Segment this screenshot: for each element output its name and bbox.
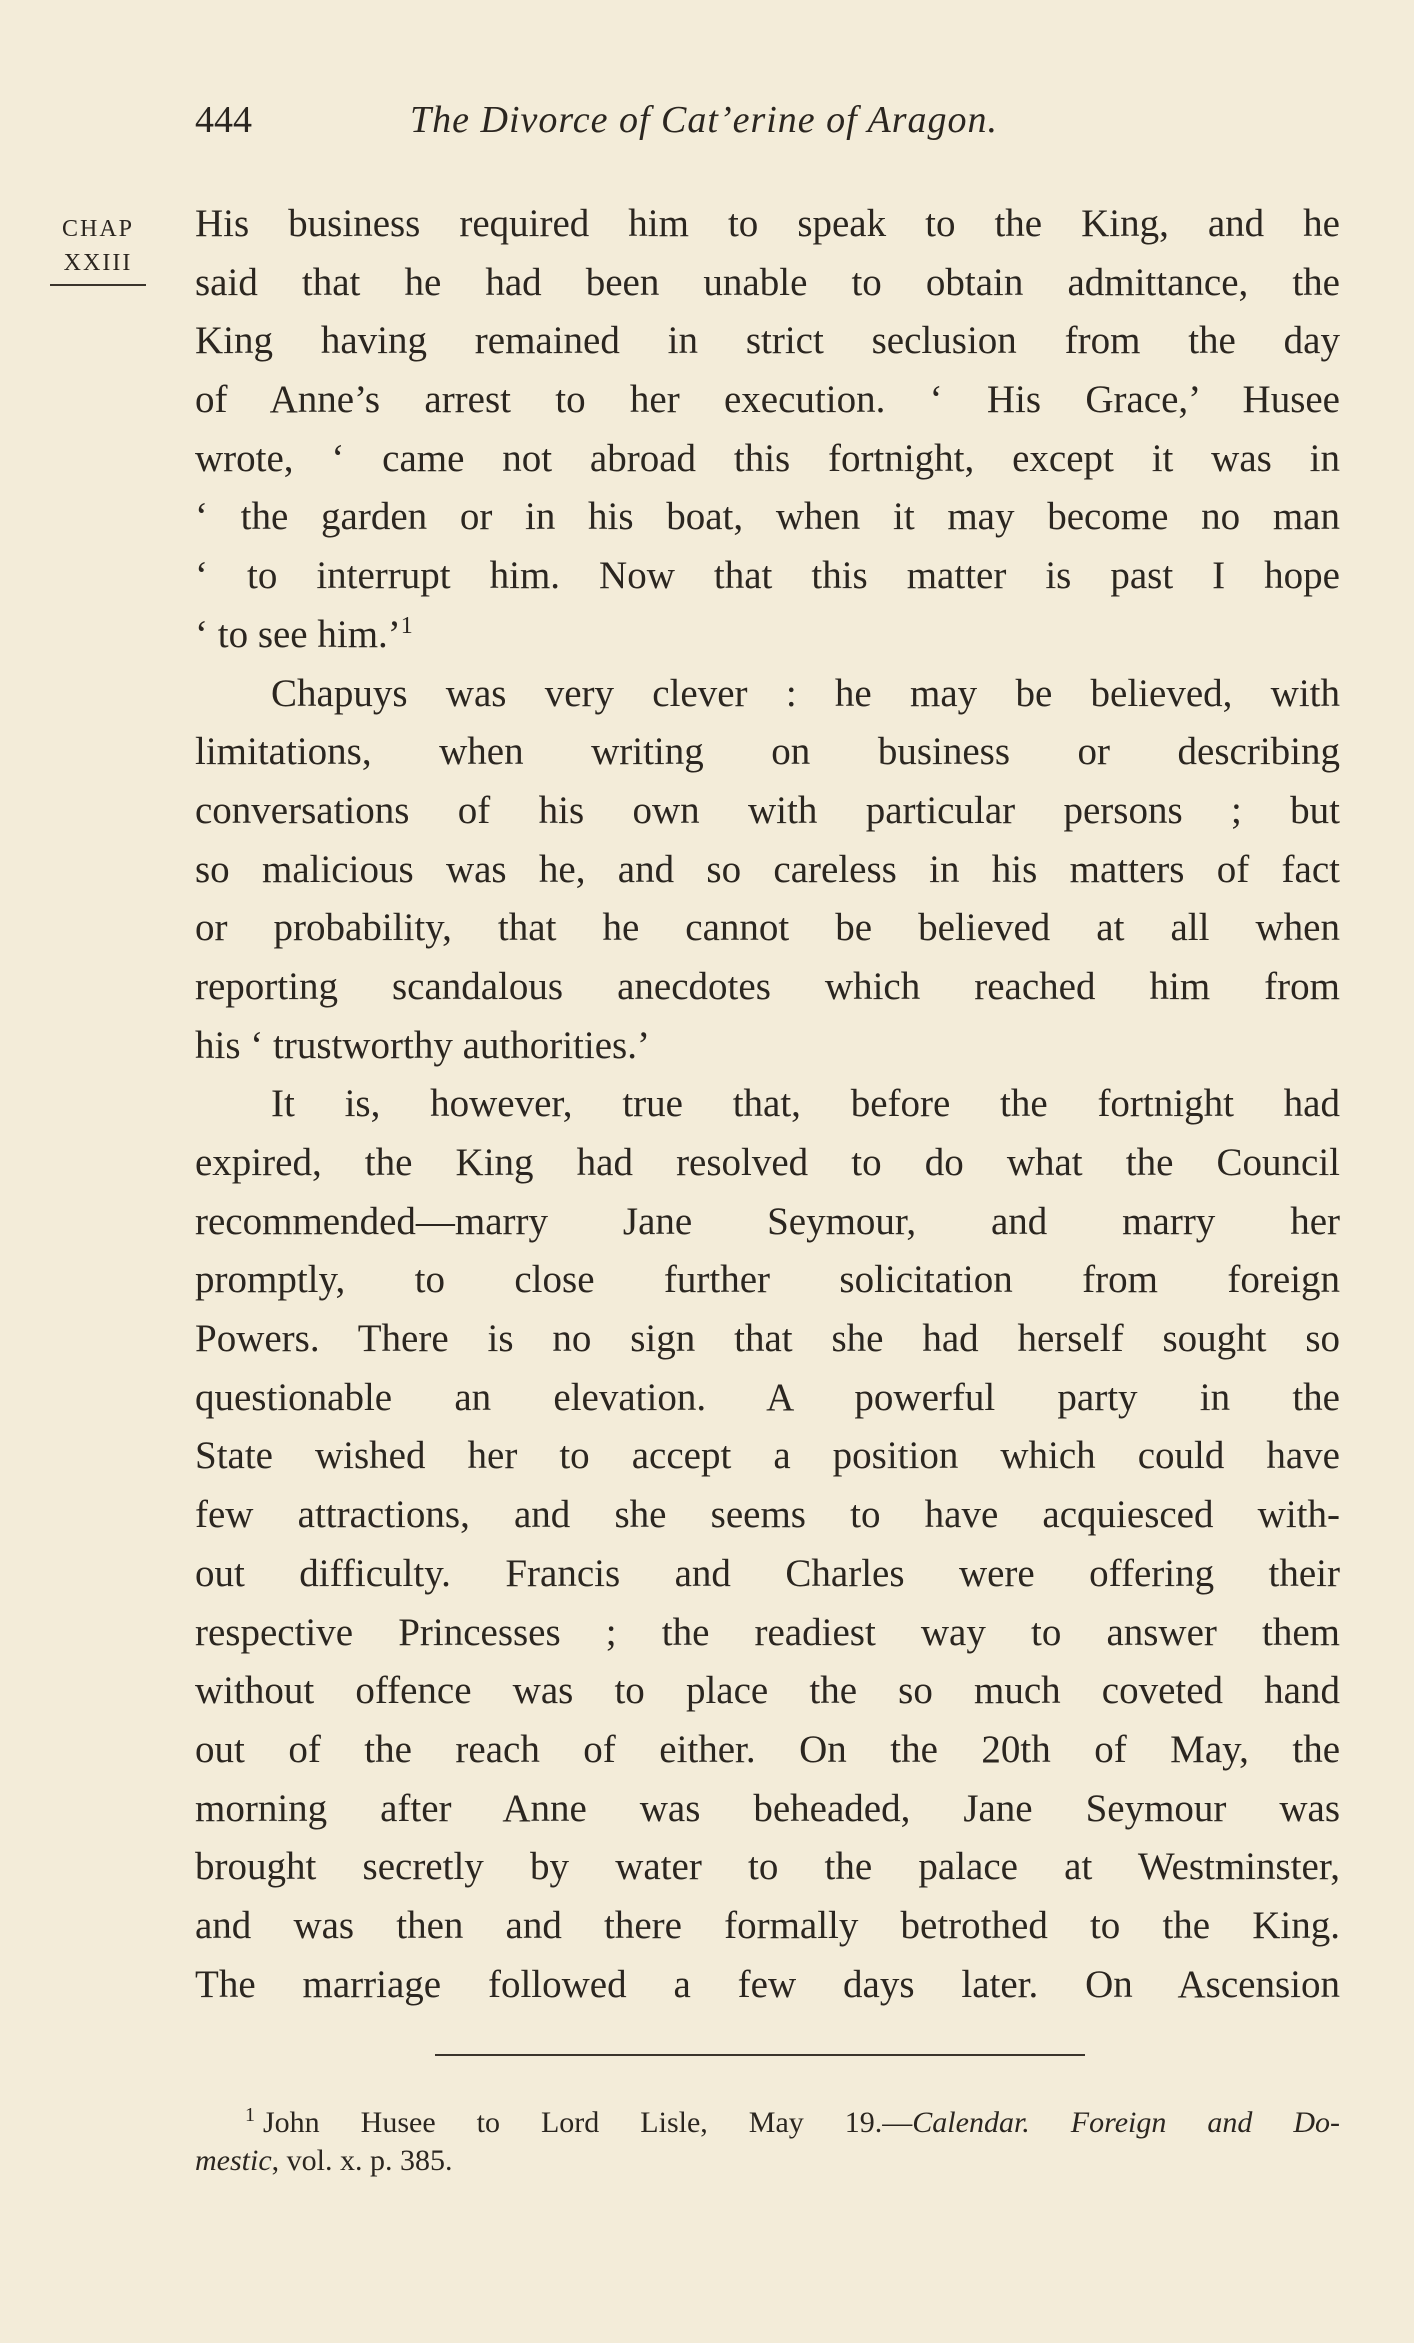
text-line: King having remained in strict seclusion from the day [195,319,1340,363]
text-line: so malicious was he, and so careless in his matters of fact [195,847,1340,891]
text-line: wrote, ‘ came not abroad this fortnight, except it was in [195,436,1340,480]
text-line: said that he had been unable to obtain admittance, the [195,260,1340,304]
footnote-divider [435,2054,1085,2056]
sidenote-chap: CHAP [61,216,135,242]
text-line: ‘ the garden or in his boat, when it may become no man [195,495,1340,539]
running-title: The Divorce of Cat’erine of Aragon. [410,99,999,141]
text-line: The marriage followed a few days later. On Ascension [195,1962,1340,2006]
footnote-citation: , vol. x. p. 385. [271,2144,453,2177]
sidenote-rule [50,284,146,286]
text-line: or probability, that he cannot be believed at all when [195,906,1340,950]
page-header [195,98,1340,158]
text-line: and was then and there formally betrothed to the King. [195,1903,1340,1947]
text-line: His business required him to speak to the King, and he [195,202,1340,245]
text-line: morning after Anne was beheaded, Jane Seymour was [195,1786,1340,1830]
text-line: without offence was to place the so much coveted hand [195,1669,1340,1713]
text-line: his ‘ trustworthy authorities.’ [195,1023,650,1067]
footnote-source-title-cont: mestic [195,2144,272,2177]
text-line: brought secretly by water to the palace at Westminster, [195,1845,1340,1889]
text-line: promptly, to close further solicitation from foreign [195,1258,1340,1302]
sidenote-number: XXIII [63,250,133,276]
page-number: 444 [195,99,252,141]
text-line: ‘ to interrupt him. Now that this matter is past I hope [195,554,1340,598]
chapter-sidenote [48,212,148,286]
text-line: Chapuys was very clever : he may be believed, with [271,671,1340,715]
footnote-line [195,2138,1340,2184]
body-text [195,195,1340,2014]
text-line: recommended—marry Jane Seymour, and marry her [195,1199,1340,1243]
text-line: conversations of his own with particular persons ; but [195,788,1340,832]
footnote-text: John Husee to Lord Lisle, May 19.— [263,2106,913,2139]
text-line: State wished her to accept a position which could have [195,1434,1340,1478]
footnote-source-title: Calendar. Foreign and Do- [912,2106,1341,2139]
text-line: questionable an elevation. A powerful party in the [195,1375,1340,1419]
footnote-line [195,2092,1340,2138]
footnote-marker: 1 [245,2104,255,2126]
text-line: expired, the King had resolved to do what the Council [195,1141,1340,1184]
text-line: out difficulty. Francis and Charles were offering their [195,1551,1340,1595]
footnote-reference: 1 [400,612,413,639]
text-line: of Anne’s arrest to her execution. ‘ His Grace,’ Husee [195,378,1340,422]
text-line: few attractions, and she seems to have acquiesced with- [195,1493,1340,1537]
text-line: ‘ to see him.’ [195,612,401,656]
text-line: Powers. There is no sign that she had herself sought so [195,1317,1340,1361]
text-line: It is, however, true that, before the fortnight had [271,1082,1340,1126]
text-line: limitations, when writing on business or describing [195,730,1340,774]
text-line: reporting scandalous anecdotes which reached him from [195,964,1340,1008]
text-line: out of the reach of either. On the 20th of May, the [195,1727,1340,1771]
text-line-with-footnote [195,606,1340,665]
footnote [195,2092,1340,2184]
text-line: respective Princesses ; the readiest way to answer them [195,1610,1340,1654]
